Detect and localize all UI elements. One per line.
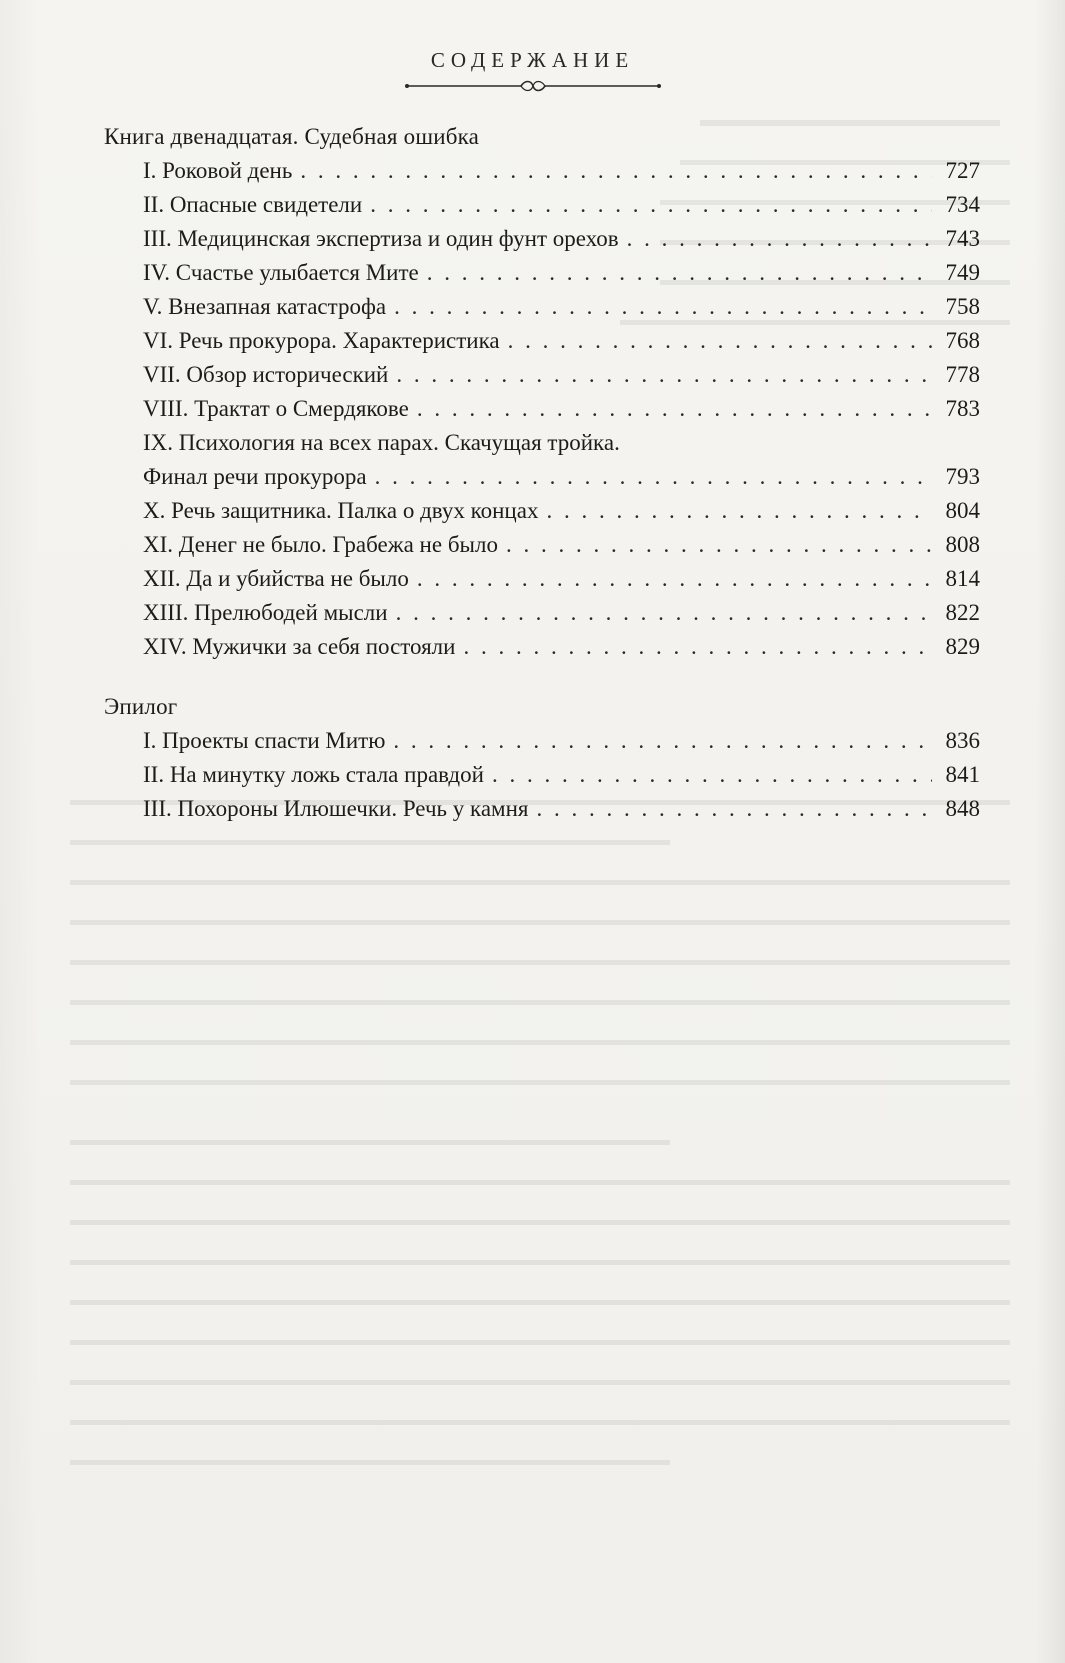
toc-entry-page: 778: [945, 362, 980, 387]
dot-leader: [396, 358, 932, 392]
toc-entry: [104, 596, 980, 630]
toc-entry-page: 793: [945, 464, 980, 489]
toc-entry: [104, 256, 980, 290]
toc-entry-label: IX. Психология на всех парах. Скачущая тройка.: [143, 430, 620, 455]
toc-entry-label: Финал речи прокурора: [143, 464, 367, 489]
toc-entry-page: 749: [945, 260, 980, 285]
toc-entry: [104, 758, 980, 792]
dot-leader: [508, 324, 932, 358]
toc-entry-page: 814: [945, 566, 980, 591]
dot-leader: [370, 188, 932, 222]
header: [0, 48, 1065, 95]
ornament-icon: [403, 77, 663, 95]
toc-entry-label: XI. Денег не было. Грабежа не было: [143, 532, 498, 557]
dot-leader: [396, 596, 932, 630]
toc-entry-label: II. На минутку ложь стала правдой: [143, 762, 484, 787]
toc-entry-page: 841: [945, 762, 980, 787]
toc-entry-label: XIII. Прелюбодей мысли: [143, 600, 388, 625]
toc-entry-label: I. Проекты спасти Митю: [143, 728, 386, 753]
toc-entry: [104, 392, 980, 426]
page-edge-shadow: [1035, 0, 1065, 1663]
toc-entry-label: III. Похороны Илюшечки. Речь у камня: [143, 796, 529, 821]
toc-entry: [104, 724, 980, 758]
toc-entry-page: 734: [945, 192, 980, 217]
toc-entry-page: 848: [945, 796, 980, 821]
toc-entry: [104, 460, 980, 494]
dot-leader: [300, 154, 932, 188]
section-spacer: [104, 664, 980, 690]
dot-leader: [394, 290, 932, 324]
toc-entry-label: VI. Речь прокурора. Характеристика: [143, 328, 500, 353]
toc-entry-page: 743: [945, 226, 980, 251]
toc-entry-label: XII. Да и убийства не было: [143, 566, 409, 591]
dot-leader: [375, 460, 932, 494]
toc-entry: [104, 528, 980, 562]
toc-entry-label: IV. Счастье улыбается Мите: [143, 260, 419, 285]
toc-entry-label: VII. Обзор исторический: [143, 362, 389, 387]
toc-entry-label: II. Опасные свидетели: [143, 192, 363, 217]
toc-entry-page: 804: [945, 498, 980, 523]
toc-entry: [104, 154, 980, 188]
section-title: Книга двенадцатая. Судебная ошибка: [104, 124, 480, 149]
toc-entry: [104, 494, 980, 528]
dot-leader: [463, 630, 932, 664]
dot-leader: [627, 222, 932, 256]
toc-entry-page: 829: [945, 634, 980, 659]
toc-entry-label: I. Роковой день: [143, 158, 293, 183]
toc-entry: [104, 562, 980, 596]
toc-entry-label: XIV. Мужички за себя постояли: [143, 634, 456, 659]
dot-leader: [536, 792, 932, 826]
dot-leader: [417, 562, 932, 596]
toc-entry-page: 783: [945, 396, 980, 421]
toc-entry-label: VIII. Трактат о Смердякове: [143, 396, 409, 421]
toc-entry: [104, 630, 980, 664]
dot-leader: [492, 758, 932, 792]
toc-entry-label: V. Внезапная катастрофа: [143, 294, 387, 319]
toc-entry: [104, 426, 980, 460]
dot-leader: [393, 724, 932, 758]
section-title: Эпилог: [104, 694, 178, 719]
toc-entry: [104, 792, 980, 826]
page-title: СОДЕРЖАНИЕ: [430, 48, 635, 72]
toc-entry-page: 758: [945, 294, 980, 319]
toc-entry-page: 808: [945, 532, 980, 557]
dot-leader: [417, 392, 932, 426]
toc-entry-page: 836: [945, 728, 980, 753]
toc-entry: [104, 324, 980, 358]
toc-entry-page: 768: [945, 328, 980, 353]
table-of-contents: [104, 120, 980, 826]
toc-entry: [104, 222, 980, 256]
toc-entry-page: 822: [945, 600, 980, 625]
toc-entry-label: III. Медицинская экспертиза и один фунт орехов: [143, 226, 619, 251]
toc-entry-label: X. Речь защитника. Палка о двух концах: [143, 498, 539, 523]
toc-entry-page: 727: [945, 158, 980, 183]
toc-entry: [104, 358, 980, 392]
dot-leader: [506, 528, 932, 562]
dot-leader: [546, 494, 932, 528]
dot-leader: [427, 256, 932, 290]
toc-entry: [104, 290, 980, 324]
toc-entry: [104, 188, 980, 222]
